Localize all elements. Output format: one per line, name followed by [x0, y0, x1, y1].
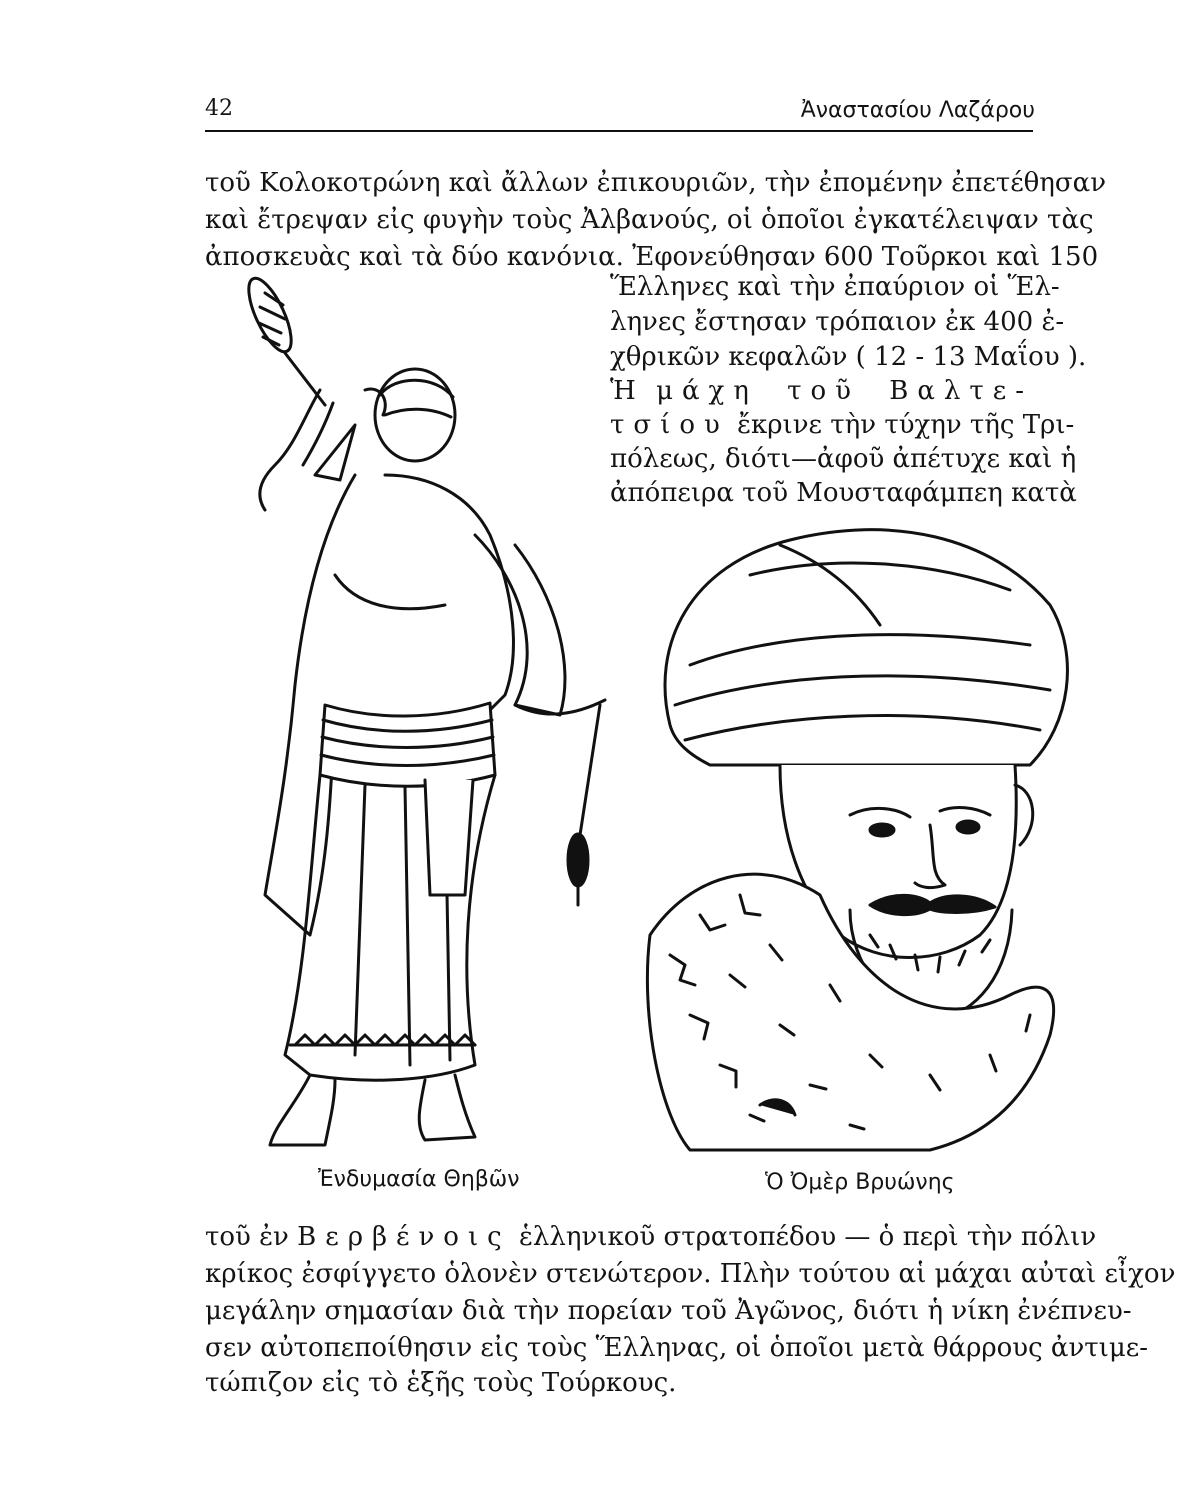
text-line: καὶ ἔτρεψαν εἰς φυγὴν τοὺς Ἀλβανούς, οἱ ὁποῖοι ἐγκατέλειψαν τὰς	[205, 205, 1094, 235]
spaced-emphasis: Βερβένοις	[297, 1222, 511, 1252]
text-line: πόλεως, διότι—ἀφοῦ ἀπέτυχε καὶ ἡ	[610, 444, 1077, 474]
text-fragment: ἑλληνικοῦ στρατοπέδου — ὁ περὶ τὴν πόλιν	[518, 1222, 1097, 1252]
omer-vrioni-portrait	[630, 515, 1070, 1155]
spaced-emphasis: τσίου	[610, 410, 729, 440]
woman-spinning-illustration	[215, 275, 625, 1155]
text-line: μεγάλην σημασίαν διὰ τὴν πορείαν τοῦ Ἀγῶνος, διότι ἡ νίκη ἐνέπνευ-	[205, 1296, 1132, 1326]
text-fragment: Ἡ	[610, 376, 636, 406]
running-head: Ἀναστασίου Λαζάρου	[800, 98, 1035, 123]
text-fragment: τοῦ ἐν	[205, 1222, 289, 1252]
text-line: χθρικῶν κεφαλῶν ( 12 - 13 Μαΐου ).	[610, 342, 1087, 372]
text-line: ληνες ἔστησαν τρόπαιον ἐκ 400 ἐ-	[610, 307, 1065, 337]
text-line	[205, 1222, 1097, 1252]
spaced-emphasis: μάχη τοῦ Βαλτε-	[656, 376, 1033, 406]
text-line: ἀπόπειρα τοῦ Μουσταφάμπεη κατὰ	[610, 478, 1077, 508]
left-figure-caption: Ἐνδυμασία Θηβῶν	[318, 1167, 520, 1192]
text-line: τώπιζον εἰς τὸ ἑξῆς τοὺς Τούρκους.	[205, 1368, 677, 1398]
right-figure-caption: Ὁ Ὀμὲρ Βρυώνης	[765, 1170, 955, 1195]
header-rule	[205, 130, 1033, 132]
text-line: τοῦ Κολοκοτρώνη καὶ ἄλλων ἐπικουριῶν, τὴν ἐπομένην ἐπετέθησαν	[205, 168, 1106, 198]
text-line: σεν αὐτοπεποίθησιν εἰς τοὺς Ἕλληνας, οἱ ὁποῖοι μετὰ θάρρους ἀντιμε-	[205, 1333, 1149, 1363]
text-line	[610, 410, 1075, 440]
text-line: κρίκος ἐσφίγγετο ὁλονὲν στενώτερον. Πλὴν τούτου αἱ μάχαι αὐταὶ εἶχον	[205, 1259, 1176, 1289]
page-header	[205, 96, 1035, 130]
text-line: ἀποσκευὰς καὶ τὰ δύο κανόνια. Ἐφονεύθησαν 600 Τοῦρκοι καὶ 150	[205, 242, 1099, 272]
text-line: Ἕλληνες καὶ τὴν ἐπαύριον οἱ Ἕλ-	[610, 272, 1060, 302]
text-fragment: ἔκρινε τὴν τύχην τῆς Τρι-	[737, 410, 1075, 440]
page-number: 42	[205, 96, 233, 121]
text-line	[610, 376, 1033, 406]
